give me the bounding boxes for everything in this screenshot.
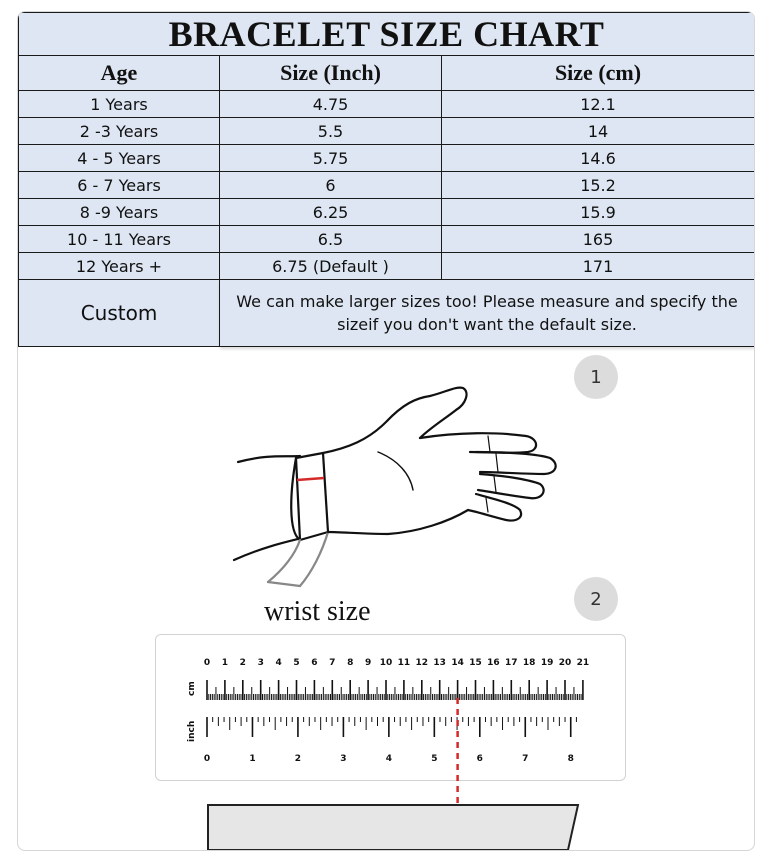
custom-note: We can make larger sizes too! Please measure and specify the sizeif you don't want the default size. — [220, 280, 755, 347]
cell-cm: 14.6 — [442, 145, 755, 172]
inch-tick-label: 5 — [431, 754, 438, 764]
cm-tick-label: 15 — [469, 658, 482, 668]
size-chart-card — [17, 11, 755, 851]
inch-unit-label: inch — [187, 720, 197, 742]
table-row — [19, 199, 755, 226]
cm-tick-label: 10 — [379, 658, 393, 668]
cm-tick-label: 1 — [221, 658, 229, 668]
cm-tick-label: 0 — [203, 658, 211, 668]
cm-tick-label: 6 — [311, 658, 318, 668]
inch-tick-label: 4 — [385, 754, 392, 764]
cm-tick-label: 9 — [364, 658, 372, 668]
inch-tick-label: 6 — [476, 754, 483, 764]
cm-tick-label: 17 — [505, 658, 518, 668]
cm-tick-label: 7 — [329, 658, 336, 668]
cm-tick-label: 16 — [487, 658, 500, 668]
chart-title: BRACELET SIZE CHART — [19, 13, 755, 56]
inch-tick-label: 7 — [522, 754, 529, 764]
cm-tick-label: 8 — [347, 658, 354, 668]
cm-tick-label: 2 — [239, 658, 246, 668]
step-badge-2: 2 — [574, 577, 618, 621]
table-row — [19, 118, 755, 145]
cell-age: 12 Years + — [19, 253, 220, 280]
cm-tick-label: 5 — [293, 658, 300, 668]
cm-tick-label: 4 — [275, 658, 282, 668]
table-row — [19, 145, 755, 172]
cell-inch: 5.75 — [220, 145, 442, 172]
inch-tick-label: 3 — [340, 754, 347, 764]
cell-age: 2 -3 Years — [19, 118, 220, 145]
cell-inch: 5.5 — [220, 118, 442, 145]
cell-cm: 14 — [442, 118, 755, 145]
cell-cm: 165 — [442, 226, 755, 253]
bracelet-size-table — [18, 12, 755, 347]
header-age: Age — [19, 56, 220, 91]
header-size-cm: Size (cm) — [442, 56, 755, 91]
table-row — [19, 226, 755, 253]
custom-label: Custom — [19, 280, 220, 347]
cm-tick-label: 21 — [576, 658, 590, 668]
cell-age: 4 - 5 Years — [19, 145, 220, 172]
cell-cm: 15.2 — [442, 172, 755, 199]
table-row — [19, 253, 755, 280]
cm-tick-label: 18 — [522, 658, 536, 668]
cell-inch: 6.75 (Default ) — [220, 253, 442, 280]
cm-tick-label: 20 — [558, 658, 572, 668]
inch-tick-label: 0 — [203, 754, 211, 764]
cell-cm: 12.1 — [442, 91, 755, 118]
cell-age: 10 - 11 Years — [19, 226, 220, 253]
cm-tick-label: 13 — [433, 658, 446, 668]
cell-inch: 4.75 — [220, 91, 442, 118]
cell-age: 1 Years — [19, 91, 220, 118]
inch-tick-label: 1 — [249, 754, 256, 764]
cell-age: 6 - 7 Years — [19, 172, 220, 199]
wrist-size-label: wrist size — [264, 596, 371, 627]
cm-tick-label: 3 — [257, 658, 264, 668]
step-badge-1: 1 — [574, 355, 618, 399]
ruler-panel — [155, 634, 626, 781]
inch-tick-label: 8 — [567, 754, 574, 764]
table-row — [19, 91, 755, 118]
cm-tick-label: 12 — [415, 658, 429, 668]
header-size-inch: Size (Inch) — [220, 56, 442, 91]
cell-inch: 6.5 — [220, 226, 442, 253]
inch-tick-label: 2 — [294, 754, 302, 764]
cm-tick-label: 11 — [397, 658, 411, 668]
cell-cm: 15.9 — [442, 199, 755, 226]
cell-inch: 6 — [220, 172, 442, 199]
cell-cm: 171 — [442, 253, 755, 280]
cell-age: 8 -9 Years — [19, 199, 220, 226]
cm-tick-label: 19 — [540, 658, 554, 668]
cell-inch: 6.25 — [220, 199, 442, 226]
cm-tick-label: 14 — [451, 658, 464, 668]
cm-unit-label: cm — [187, 681, 197, 696]
table-row — [19, 172, 755, 199]
custom-row — [19, 280, 755, 347]
